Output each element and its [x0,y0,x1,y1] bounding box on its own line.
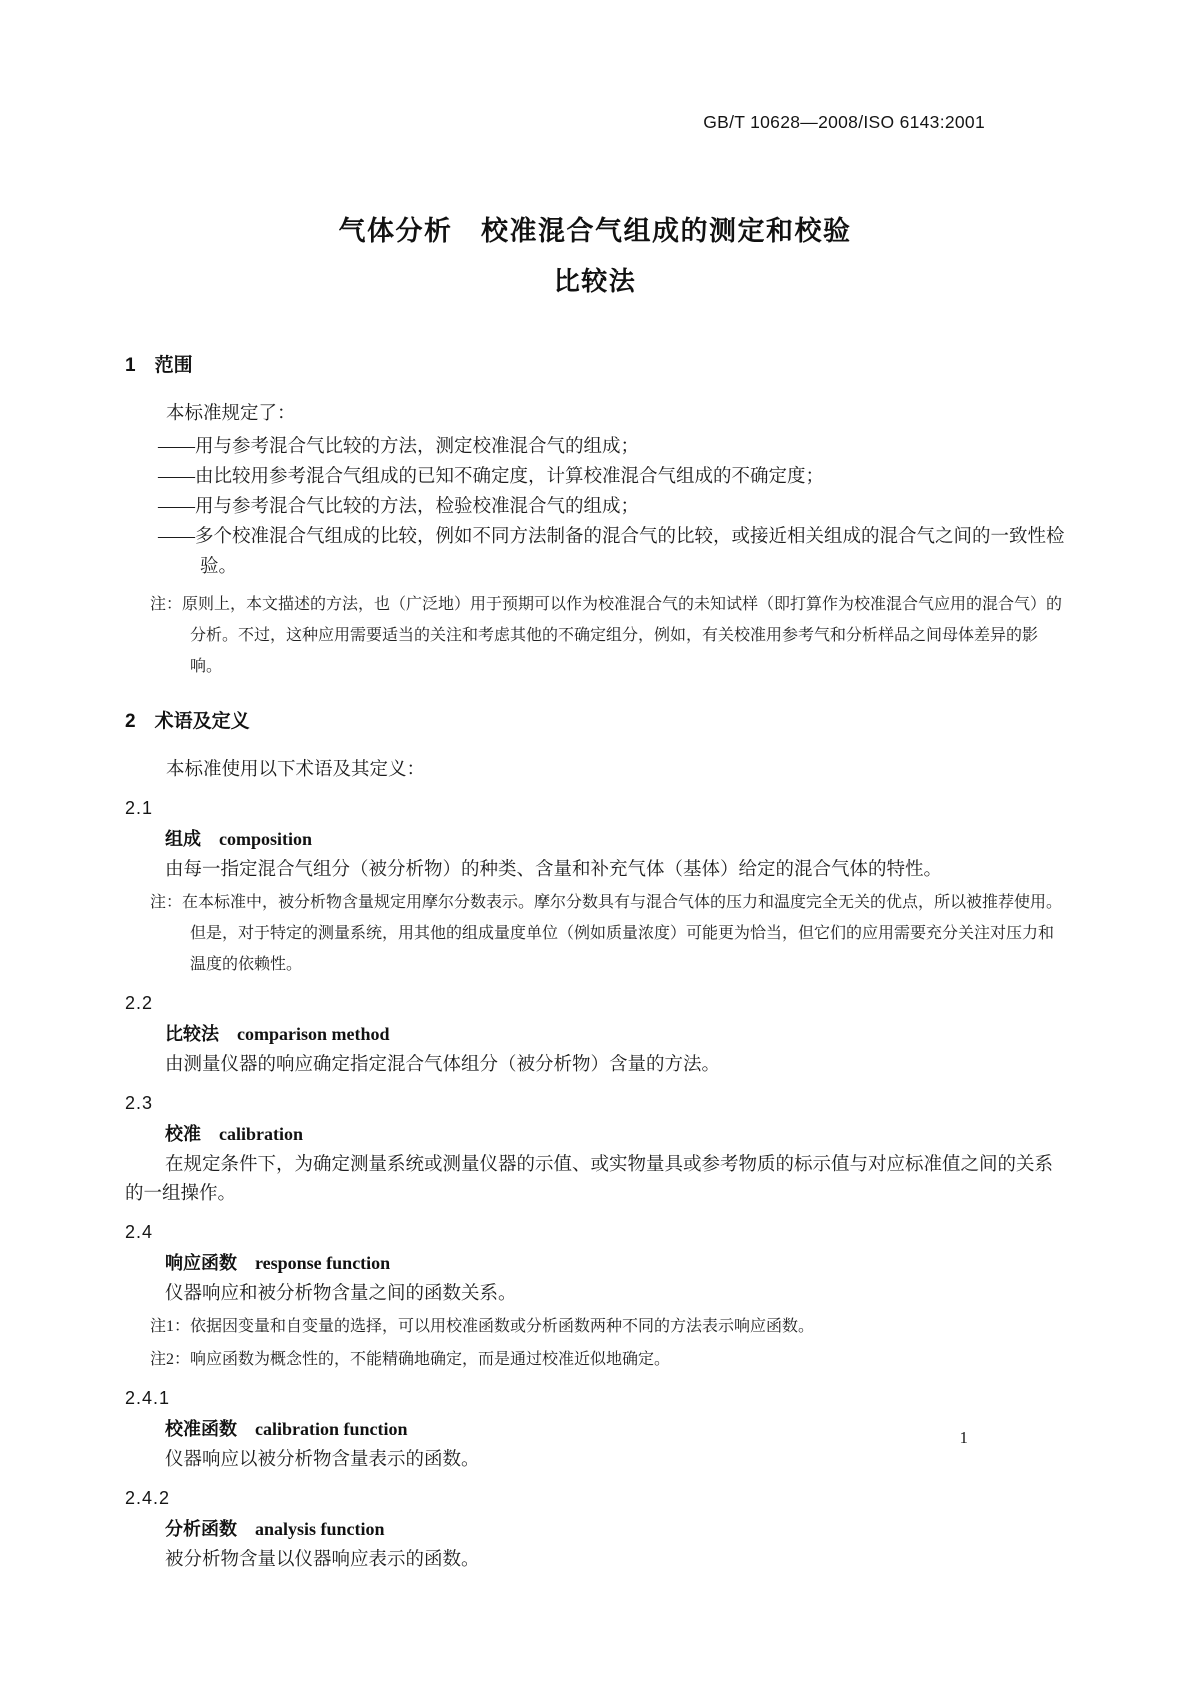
section-1-intro: 本标准规定了： [166,404,296,424]
doc-number: GB/T 10628—2008/ISO 6143:2001 [703,112,985,132]
term-note: 注：在本标准中，被分析物含量规定用摩尔分数表示。摩尔分数具有与混合气体的压力和温度完全无关的优点，所以被推荐使用。但是，对于特定的测量系统，用其他的组成量度单位（例如质量浓度）可能更为恰当，但它们的应用需要充分关注对压力和温度的依赖性。 [150,894,1063,973]
term-zh: 组成 [165,829,201,849]
term-zh: 校准 [165,1124,201,1144]
list-item: ——用与参考混合气比较的方法，测定校准混合气的组成； [158,437,640,457]
page-number: 1 [959,1428,968,1447]
term-en: analysis function [255,1519,385,1539]
doc-title: 气体分析 校准混合气组成的测定和校验 [338,216,852,246]
term-number: 2.3 [125,1093,154,1113]
term-zh: 分析函数 [165,1519,237,1539]
term-number: 2.4.1 [125,1388,171,1408]
term-entry-2-4-2 [125,1484,1065,1575]
term-definition: 仪器响应以被分析物含量表示的函数。 [165,1450,480,1470]
term-number: 2.4.2 [125,1488,171,1508]
term-heading [125,1120,1065,1149]
term-en: calibration [219,1124,303,1144]
term-zh: 校准函数 [165,1419,237,1439]
term-heading [125,1415,1065,1444]
section-2-heading: 2 术语及定义 [125,711,250,732]
list-item: ——由比较用参考混合气组成的已知不确定度，计算校准混合气组成的不确定度； [158,467,825,487]
list-item: ——多个校准混合气组成的比较，例如不同方法制备的混合气的比较，或接近相关组成的混合气之间的一致性检验。 [158,527,1065,577]
term-entry-2-3 [125,1089,1065,1209]
term-definition: 由测量仪器的响应确定指定混合气体组分（被分析物）含量的方法。 [165,1055,721,1075]
term-zh: 比较法 [165,1024,219,1044]
term-definition: 由每一指定混合气组分（被分析物）的种类、含量和补充气体（基体）给定的混合气体的特性。 [165,860,943,880]
term-en: composition [219,829,313,849]
term-definition: 被分析物含量以仪器响应表示的函数。 [165,1550,480,1570]
term-zh: 响应函数 [165,1253,237,1273]
term-number: 2.4 [125,1222,154,1242]
term-definition: 仪器响应和被分析物含量之间的函数关系。 [165,1284,517,1304]
term-heading [125,1020,1065,1049]
term-number: 2.1 [125,798,154,818]
term-entry-2-4-1 [125,1384,1065,1475]
term-entry-2-4 [125,1218,1065,1375]
document-body [125,352,1065,1575]
term-entry-2-1 [125,794,1065,980]
term-entry-2-2 [125,989,1065,1080]
term-en: comparison method [237,1024,390,1044]
term-en: response function [255,1253,391,1273]
doc-subtitle: 比较法 [553,266,637,296]
term-heading [125,1515,1065,1544]
list-item: ——用与参考混合气比较的方法，检验校准混合气的组成； [158,497,640,517]
section-1-heading: 1 范围 [125,355,193,376]
term-heading [125,1249,1065,1278]
term-note: 注1：依据因变量和自变量的选择，可以用校准函数或分析函数两种不同的方法表示响应函数。 [150,1318,815,1335]
section-2-intro: 本标准使用以下术语及其定义： [166,760,426,780]
term-heading [125,825,1065,854]
term-definition: 在规定条件下，为确定测量系统或测量仪器的示值、或实物量具或参考物质的标示值与对应标准值之间的关系的一组操作。 [125,1155,1054,1204]
section-1-note: 注：原则上，本文描述的方法，也（广泛地）用于预期可以作为校准混合气的未知试样（即打算作为校准混合气应用的混合气）的分析。不过，这种应用需要适当的关注和考虑其他的不确定组分，例如，有关校准用参考气和分析样品之间母体差异的影响。 [150,596,1063,675]
term-note: 注2：响应函数为概念性的，不能精确地确定，而是通过校准近似地确定。 [150,1351,671,1368]
term-en: calibration function [255,1419,408,1439]
term-number: 2.2 [125,993,154,1013]
